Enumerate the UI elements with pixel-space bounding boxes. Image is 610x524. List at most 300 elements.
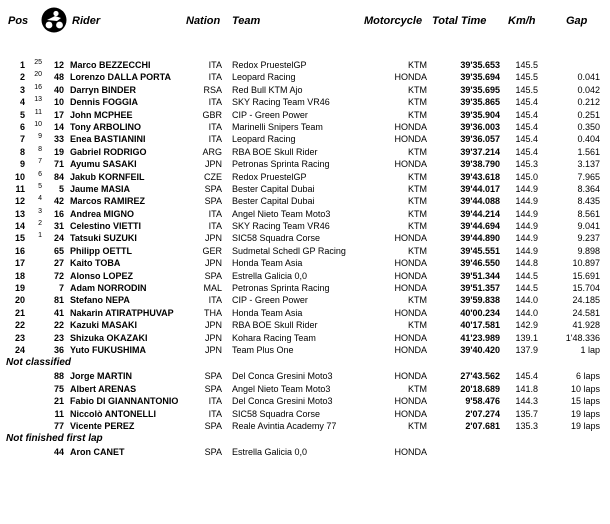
speed-kmh: 145.4 bbox=[515, 146, 538, 157]
rider-number: 22 bbox=[53, 320, 64, 331]
table-row bbox=[0, 96, 610, 108]
gap: 15.691 bbox=[572, 270, 600, 281]
rider-number: 75 bbox=[53, 383, 64, 394]
position: 5 bbox=[19, 109, 25, 120]
rider-name: Enea BASTIANINI bbox=[70, 134, 146, 145]
rider-name: Jaume MASIA bbox=[70, 183, 131, 194]
table-row bbox=[0, 183, 610, 195]
nation: SPA bbox=[204, 383, 222, 394]
total-time: 39'44.214 bbox=[460, 208, 500, 219]
nation: ARG bbox=[202, 146, 222, 157]
rider-number: 42 bbox=[53, 196, 64, 207]
total-time: 39'51.344 bbox=[460, 270, 500, 281]
speed-kmh: 145.5 bbox=[515, 72, 538, 83]
gap: 0.350 bbox=[577, 121, 600, 132]
speed-kmh: 145.4 bbox=[515, 121, 538, 132]
nation: JPN bbox=[204, 258, 222, 269]
team-name: SKY Racing Team VR46 bbox=[232, 221, 330, 232]
total-time: 41'23.989 bbox=[460, 332, 500, 343]
rider-number: 5 bbox=[58, 183, 64, 194]
table-row bbox=[0, 109, 610, 121]
nation: RSA bbox=[203, 84, 222, 95]
speed-kmh: 144.8 bbox=[515, 258, 538, 269]
table-row bbox=[0, 319, 610, 331]
position: 11 bbox=[15, 183, 25, 194]
team-name: Angel Nieto Team Moto3 bbox=[232, 383, 331, 394]
not-finished-rows bbox=[0, 446, 610, 458]
motorcycle: HONDA bbox=[394, 283, 427, 294]
gap: 6 laps bbox=[575, 371, 600, 382]
nation: JPN bbox=[204, 233, 222, 244]
position: 10 bbox=[14, 171, 25, 182]
table-row bbox=[0, 270, 610, 282]
total-time: 39'46.550 bbox=[460, 258, 500, 269]
rider-name: Andrea MIGNO bbox=[70, 208, 135, 219]
rider-name: Stefano NEPA bbox=[70, 295, 130, 306]
motorcycle: KTM bbox=[408, 109, 427, 120]
position: 3 bbox=[19, 84, 25, 95]
total-time: 39'35.694 bbox=[460, 72, 500, 83]
motorcycle: HONDA bbox=[394, 371, 427, 382]
speed-kmh: 144.9 bbox=[515, 196, 538, 207]
total-time: 39'43.618 bbox=[460, 171, 500, 182]
total-time: 39'35.865 bbox=[460, 97, 500, 108]
position: 23 bbox=[14, 332, 25, 343]
motorcycle: KTM bbox=[408, 146, 427, 157]
total-time: 39'35.653 bbox=[460, 60, 500, 70]
motorcycle: HONDA bbox=[394, 233, 427, 244]
championship-points: 25 bbox=[34, 59, 42, 66]
championship-points: 2 bbox=[38, 220, 42, 228]
table-row bbox=[0, 121, 610, 133]
speed-kmh: 144.3 bbox=[515, 396, 538, 407]
rider-name: Alonso LOPEZ bbox=[70, 270, 133, 281]
rider-name: Albert ARENAS bbox=[70, 383, 137, 394]
motorcycle: HONDA bbox=[394, 72, 427, 83]
motorcycle: HONDA bbox=[394, 447, 427, 458]
position: 4 bbox=[19, 97, 25, 108]
nation: GBR bbox=[202, 109, 222, 120]
gap: 10 laps bbox=[570, 383, 600, 394]
gap: 15.704 bbox=[572, 283, 600, 294]
header-pos: Pos bbox=[8, 15, 29, 27]
table-row bbox=[0, 158, 610, 170]
speed-kmh: 135.3 bbox=[515, 420, 538, 431]
total-time: 39'59.838 bbox=[460, 295, 500, 306]
table-row bbox=[0, 344, 610, 356]
total-time: 39'40.420 bbox=[460, 344, 500, 355]
rider-name: Tatsuki SUZUKI bbox=[70, 233, 137, 244]
championship-points: 4 bbox=[38, 195, 42, 203]
position: 14 bbox=[14, 221, 25, 232]
team-name: Leopard Racing bbox=[232, 134, 296, 145]
position: 18 bbox=[14, 270, 25, 281]
rider-name: Kaito TOBA bbox=[70, 258, 121, 269]
team-name: Del Conca Gresini Moto3 bbox=[232, 396, 333, 407]
header-motorcycle: Motorcycle bbox=[364, 15, 423, 27]
nation: ITA bbox=[208, 121, 222, 132]
motorcycle-rider-icon bbox=[40, 7, 68, 33]
rider-number: 23 bbox=[53, 332, 64, 343]
rider-number: 44 bbox=[53, 447, 64, 458]
motorcycle: KTM bbox=[408, 84, 427, 95]
team-name: SKY Racing Team VR46 bbox=[232, 97, 330, 108]
gap: 1 lap bbox=[580, 344, 600, 355]
gap: 3.137 bbox=[577, 159, 600, 170]
table-row bbox=[0, 84, 610, 96]
rider-number: 77 bbox=[53, 420, 64, 431]
rider-name: Shizuka OKAZAKI bbox=[70, 332, 148, 343]
gap: 7.965 bbox=[577, 171, 600, 182]
position: 21 bbox=[14, 307, 25, 318]
rider-number: 16 bbox=[53, 208, 64, 219]
championship-points: 7 bbox=[38, 158, 42, 166]
motorcycle: KTM bbox=[408, 420, 427, 431]
motorcycle: HONDA bbox=[394, 258, 427, 269]
team-name: Estrella Galicia 0,0 bbox=[232, 447, 308, 458]
team-name: Reale Avintia Academy 77 bbox=[232, 420, 337, 431]
header-gap: Gap bbox=[566, 15, 588, 27]
team-name: Del Conca Gresini Moto3 bbox=[232, 371, 333, 382]
motorcycle: KTM bbox=[408, 383, 427, 394]
rider-number: 17 bbox=[53, 109, 64, 120]
speed-kmh: 141.8 bbox=[515, 383, 538, 394]
nation: JPN bbox=[204, 344, 222, 355]
not-finished-heading: Not finished first lap bbox=[6, 433, 103, 445]
rider-name: Marco BEZZECCHI bbox=[70, 60, 151, 70]
speed-kmh: 145.4 bbox=[515, 134, 538, 145]
gap: 24.185 bbox=[572, 295, 600, 306]
rider-name: Aron CANET bbox=[70, 447, 125, 458]
table-row bbox=[0, 208, 610, 220]
table-row bbox=[0, 383, 610, 395]
motorcycle: KTM bbox=[408, 60, 427, 70]
nation: GER bbox=[202, 245, 222, 256]
rider-number: 33 bbox=[53, 134, 64, 145]
speed-kmh: 144.9 bbox=[515, 208, 538, 219]
gap: 8.364 bbox=[577, 183, 600, 194]
team-name: Redox PruestelGP bbox=[232, 60, 307, 70]
motorcycle: HONDA bbox=[394, 396, 427, 407]
nation: ITA bbox=[208, 295, 222, 306]
rider-number: 36 bbox=[53, 344, 64, 355]
total-time: 39'51.357 bbox=[460, 283, 500, 294]
rider-name: Jorge MARTIN bbox=[70, 371, 133, 382]
position: 9 bbox=[19, 159, 25, 170]
team-name: CIP - Green Power bbox=[232, 109, 308, 120]
championship-points: 8 bbox=[38, 145, 42, 153]
motorcycle: KTM bbox=[408, 97, 427, 108]
motorcycle: HONDA bbox=[394, 270, 427, 281]
team-name: Redox PruestelGP bbox=[232, 171, 307, 182]
header-kmh: Km/h bbox=[508, 15, 536, 27]
team-name: Petronas Sprinta Racing bbox=[232, 159, 330, 170]
speed-kmh: 145.5 bbox=[515, 60, 538, 70]
speed-kmh: 145.5 bbox=[515, 84, 538, 95]
results-table bbox=[0, 59, 610, 459]
not-classified-heading: Not classified bbox=[6, 357, 72, 369]
rider-number: 24 bbox=[53, 233, 64, 244]
position: 19 bbox=[14, 283, 25, 294]
speed-kmh: 144.5 bbox=[515, 270, 538, 281]
total-time: 39'44.017 bbox=[460, 183, 500, 194]
rider-name: Nakarin ATIRATPHUVAP bbox=[70, 307, 174, 318]
motorcycle: KTM bbox=[408, 171, 427, 182]
motorcycle: KTM bbox=[408, 245, 427, 256]
rider-name: Kazuki MASAKI bbox=[70, 320, 138, 331]
motorcycle: HONDA bbox=[394, 134, 427, 145]
speed-kmh: 145.0 bbox=[515, 171, 538, 182]
total-time: 39'45.551 bbox=[460, 245, 500, 256]
position: 15 bbox=[14, 233, 25, 244]
position: 12 bbox=[14, 196, 25, 207]
rider-number: 12 bbox=[53, 60, 64, 70]
team-name: Honda Team Asia bbox=[232, 307, 303, 318]
speed-kmh: 144.9 bbox=[515, 245, 538, 256]
total-time: 20'18.689 bbox=[460, 383, 500, 394]
nation: ITA bbox=[208, 134, 222, 145]
gap: 0.042 bbox=[577, 84, 600, 95]
total-time: 39'35.695 bbox=[460, 84, 500, 95]
gap: 0.404 bbox=[577, 134, 600, 145]
table-row bbox=[0, 133, 610, 145]
gap: 1'48.336 bbox=[565, 332, 600, 343]
table-row bbox=[0, 146, 610, 158]
table-row bbox=[0, 245, 610, 257]
motorcycle: KTM bbox=[408, 183, 427, 194]
speed-kmh: 137.9 bbox=[515, 344, 538, 355]
table-row bbox=[0, 257, 610, 269]
rider-name: Tony ARBOLINO bbox=[70, 121, 141, 132]
motorcycle: KTM bbox=[408, 295, 427, 306]
classified-rows bbox=[0, 59, 610, 356]
total-time: 40'17.581 bbox=[460, 320, 500, 331]
rider-number: 10 bbox=[53, 97, 64, 108]
nation: ITA bbox=[208, 208, 222, 219]
position: 20 bbox=[14, 295, 25, 306]
team-name: RBA BOE Skull Rider bbox=[232, 146, 318, 157]
position: 2 bbox=[19, 72, 25, 83]
motorcycle: KTM bbox=[408, 208, 427, 219]
position: 8 bbox=[19, 146, 25, 157]
rider-number: 21 bbox=[53, 396, 64, 407]
speed-kmh: 139.1 bbox=[515, 332, 538, 343]
header-rider: Rider bbox=[72, 15, 101, 27]
team-name: Red Bull KTM Ajo bbox=[232, 84, 303, 95]
team-name: CIP - Green Power bbox=[232, 295, 308, 306]
speed-kmh: 144.9 bbox=[515, 233, 538, 244]
rider-name: Fabio DI GIANNANTONIO bbox=[70, 396, 179, 407]
speed-kmh: 145.4 bbox=[515, 371, 538, 382]
nation: SPA bbox=[204, 420, 222, 431]
team-name: Bester Capital Dubai bbox=[232, 183, 315, 194]
rider-name: Marcos RAMIREZ bbox=[70, 196, 146, 207]
team-name: Sudmetal Schedl GP Racing bbox=[232, 245, 346, 256]
rider-number: 48 bbox=[53, 72, 64, 83]
motorcycle: HONDA bbox=[394, 332, 427, 343]
team-name: RBA BOE Skull Rider bbox=[232, 320, 318, 331]
nation: JPN bbox=[204, 320, 222, 331]
speed-kmh: 144.0 bbox=[515, 295, 538, 306]
rider-name: Vicente PEREZ bbox=[70, 420, 135, 431]
table-row bbox=[0, 332, 610, 344]
nation: ITA bbox=[208, 60, 222, 70]
rider-number: 41 bbox=[53, 307, 64, 318]
nation: SPA bbox=[204, 447, 222, 458]
total-time: 39'38.790 bbox=[460, 159, 500, 170]
team-name: Marinelli Snipers Team bbox=[232, 121, 323, 132]
table-row bbox=[0, 171, 610, 183]
nation: THA bbox=[204, 307, 222, 318]
total-time: 39'36.003 bbox=[460, 121, 500, 132]
speed-kmh: 144.9 bbox=[515, 183, 538, 194]
header-total-time: Total Time bbox=[432, 15, 487, 27]
gap: 8.561 bbox=[577, 208, 600, 219]
motorcycle: HONDA bbox=[394, 159, 427, 170]
speed-kmh: 145.4 bbox=[515, 109, 538, 120]
gap: 41.928 bbox=[572, 320, 600, 331]
speed-kmh: 145.3 bbox=[515, 159, 538, 170]
motorcycle: HONDA bbox=[394, 307, 427, 318]
table-row bbox=[0, 59, 610, 71]
championship-points: 9 bbox=[38, 133, 42, 141]
position: 17 bbox=[14, 258, 25, 269]
gap: 8.435 bbox=[577, 196, 600, 207]
table-row bbox=[0, 232, 610, 244]
rider-number: 19 bbox=[53, 146, 64, 157]
total-time: 9'58.476 bbox=[465, 396, 500, 407]
gap: 1.561 bbox=[577, 146, 600, 157]
position: 22 bbox=[14, 320, 25, 331]
nation: SPA bbox=[204, 183, 222, 194]
nation: SPA bbox=[204, 371, 222, 382]
rider-name: Celestino VIETTI bbox=[70, 221, 142, 232]
header-team: Team bbox=[232, 15, 261, 27]
rider-number: 71 bbox=[53, 159, 64, 170]
championship-points: 10 bbox=[34, 120, 42, 128]
rider-number: 65 bbox=[53, 245, 64, 256]
rider-name: Jakub KORNFEIL bbox=[70, 171, 145, 182]
table-row bbox=[0, 395, 610, 407]
team-name: SIC58 Squadra Corse bbox=[232, 233, 321, 244]
team-name: Estrella Galicia 0,0 bbox=[232, 270, 308, 281]
rider-name: Philipp OETTL bbox=[70, 245, 132, 256]
nation: SPA bbox=[204, 196, 222, 207]
table-row bbox=[0, 220, 610, 232]
gap: 9.237 bbox=[577, 233, 600, 244]
nation: ITA bbox=[208, 97, 222, 108]
team-name: Angel Nieto Team Moto3 bbox=[232, 208, 331, 219]
rider-number: 88 bbox=[53, 371, 64, 382]
championship-points: 6 bbox=[38, 170, 42, 178]
speed-kmh: 144.9 bbox=[515, 221, 538, 232]
rider-number: 7 bbox=[58, 283, 64, 294]
motorcycle: KTM bbox=[408, 221, 427, 232]
team-name: Team Plus One bbox=[232, 344, 294, 355]
total-time: 39'36.057 bbox=[460, 134, 500, 145]
team-name: Leopard Racing bbox=[232, 72, 296, 83]
speed-kmh: 145.4 bbox=[515, 97, 538, 108]
rider-number: 72 bbox=[53, 270, 64, 281]
motorcycle: KTM bbox=[408, 196, 427, 207]
rider-number: 40 bbox=[53, 84, 64, 95]
rider-number: 81 bbox=[53, 295, 64, 306]
position: 1 bbox=[19, 60, 25, 70]
rider-number: 14 bbox=[53, 121, 64, 132]
motorcycle: HONDA bbox=[394, 408, 427, 419]
table-row bbox=[0, 370, 610, 382]
total-time: 39'44.088 bbox=[460, 196, 500, 207]
position: 24 bbox=[14, 344, 25, 355]
nation: ITA bbox=[208, 72, 222, 83]
speed-kmh: 144.5 bbox=[515, 283, 538, 294]
total-time: 2'07.681 bbox=[465, 420, 500, 431]
gap: 0.251 bbox=[577, 109, 600, 120]
team-name: Bester Capital Dubai bbox=[232, 196, 315, 207]
table-row bbox=[0, 420, 610, 432]
position: 6 bbox=[19, 121, 25, 132]
nation: ITA bbox=[208, 221, 222, 232]
rider-name: Adam NORRODIN bbox=[70, 283, 147, 294]
total-time: 40'00.234 bbox=[460, 307, 500, 318]
speed-kmh: 144.0 bbox=[515, 307, 538, 318]
table-header bbox=[0, 0, 610, 38]
speed-kmh: 135.7 bbox=[515, 408, 538, 419]
championship-points: 16 bbox=[34, 83, 42, 91]
total-time: 2'07.274 bbox=[465, 408, 500, 419]
nation: JPN bbox=[204, 332, 222, 343]
table-row bbox=[0, 446, 610, 458]
gap: 19 laps bbox=[570, 408, 600, 419]
championship-points: 5 bbox=[38, 182, 42, 190]
gap: 19 laps bbox=[570, 420, 600, 431]
header-nation: Nation bbox=[186, 15, 221, 27]
rider-name: Dennis FOGGIA bbox=[70, 97, 139, 108]
table-row bbox=[0, 195, 610, 207]
rider-number: 84 bbox=[53, 171, 64, 182]
table-row bbox=[0, 408, 610, 420]
gap: 9.898 bbox=[577, 245, 600, 256]
motorcycle: HONDA bbox=[394, 344, 427, 355]
championship-points: 1 bbox=[38, 232, 42, 240]
rider-name: Gabriel RODRIGO bbox=[70, 146, 147, 157]
not-classified-rows bbox=[0, 370, 610, 432]
total-time: 39'37.214 bbox=[460, 146, 500, 157]
team-name: Honda Team Asia bbox=[232, 258, 303, 269]
rider-name: Ayumu SASAKI bbox=[70, 159, 137, 170]
table-row bbox=[0, 307, 610, 319]
rider-name: Yuto FUKUSHIMA bbox=[70, 344, 146, 355]
position: 7 bbox=[19, 134, 25, 145]
gap: 24.581 bbox=[572, 307, 600, 318]
championship-points: 20 bbox=[34, 71, 42, 79]
motorcycle: KTM bbox=[408, 320, 427, 331]
championship-points: 3 bbox=[38, 207, 42, 215]
nation: ITA bbox=[208, 396, 222, 407]
table-row bbox=[0, 71, 610, 83]
nation: SPA bbox=[204, 270, 222, 281]
nation: CZE bbox=[204, 171, 222, 182]
rider-number: 27 bbox=[53, 258, 64, 269]
rider-name: Darryn BINDER bbox=[70, 84, 137, 95]
total-time: 39'44.890 bbox=[460, 233, 500, 244]
gap: 9.041 bbox=[577, 221, 600, 232]
motorcycle: HONDA bbox=[394, 121, 427, 132]
total-time: 39'44.694 bbox=[460, 221, 500, 232]
gap: 0.212 bbox=[577, 97, 600, 108]
rider-name: Niccolò ANTONELLI bbox=[70, 408, 157, 419]
rider-number: 11 bbox=[54, 408, 64, 419]
